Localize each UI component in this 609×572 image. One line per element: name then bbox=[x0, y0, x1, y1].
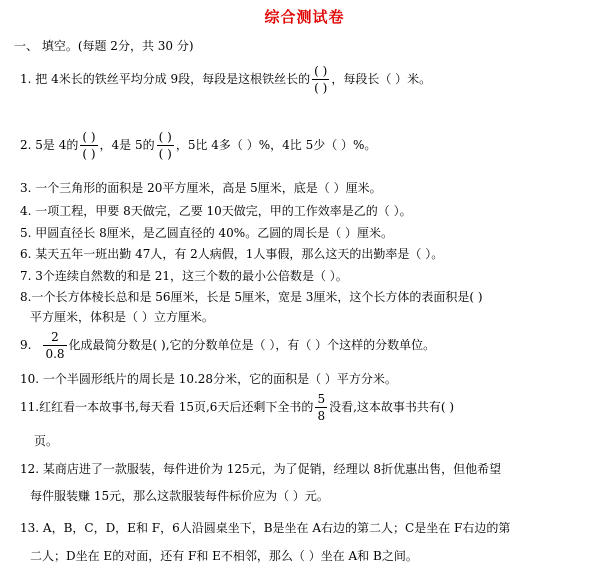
question-5: 5. 甲圆直径长 8厘米，是乙圆直径的 40%。乙圆的周长是（ ）厘米。 bbox=[20, 226, 394, 240]
question-6: 6. 某天五年一班出勤 47人，有 2人病假，1人事假，那么这天的出勤率是（ ）。 bbox=[20, 247, 444, 261]
question-13-line-1: 13. A，B，C，D，E和 F，6人沿圆桌坐下，B是坐在 A右边的第二人；C是坐在 F右边的第 bbox=[20, 521, 511, 535]
question-12-line-1: 12. 某商店进了一款服装，每件进价为 125元，为了促销，经理以 8折优惠出售，但他希望 bbox=[20, 462, 502, 476]
page-title: 综合测试卷 bbox=[264, 8, 345, 26]
q1-text-b: ，每段长（ ）米。 bbox=[331, 72, 432, 86]
question-4: 4. 一项工程，甲要 8天做完，乙要 10天做完，甲的工作效率是乙的（ ）。 bbox=[20, 204, 412, 218]
question-12-line-2: 每件服装赚 15元，那么这款服装每件标价应为（ ）元。 bbox=[30, 489, 329, 503]
fraction: $\frac{( )}{( )}$ bbox=[82, 130, 96, 161]
question-8-line-1: 8.一个长方体棱长总和是 56厘米，长是 5厘米，宽是 3厘米，这个长方体的表面积是( ) bbox=[20, 290, 483, 304]
question-13-line-2: 二人；D坐在 E的对面，还有 F和 E不相邻，那么（ ）坐在 A和 B之间。 bbox=[30, 549, 418, 563]
question-7: 7. 3个连续自然数的和是 21，这三个数的最小公倍数是（ ）。 bbox=[20, 269, 348, 283]
fraction: $\frac{2}{0.8}$ bbox=[45, 330, 65, 361]
section-heading: 一、 填空。(每题 2分，共 30 分) bbox=[14, 39, 194, 53]
question-2: 2. 5是 4的 $\frac{( )}{( )}$ ，4是 5的 $\frac{( )}{( )}$ ，5比 4多（ ）%，4比 5少（ ）%。 bbox=[20, 130, 377, 161]
fraction: $\frac{5}{8}$ bbox=[317, 392, 326, 423]
fraction: $\frac{( )}{( )}$ bbox=[314, 64, 328, 95]
question-3: 3. 一个三角形的面积是 20平方厘米，高是 5厘米，底是（ ）厘米。 bbox=[20, 181, 382, 195]
q1-text-a: 1. 把 4米长的铁丝平均分成 9段，每段是这根铁丝长的 bbox=[20, 72, 311, 86]
question-10: 10. 一个半圆形纸片的周长是 10.28分米，它的面积是（ ）平方分米。 bbox=[20, 372, 397, 386]
question-1 bbox=[20, 64, 431, 95]
fraction: $\frac{( )}{( )}$ bbox=[158, 130, 172, 161]
question-8-line-2: 平方厘米，体积是（ ）立方厘米。 bbox=[30, 310, 214, 324]
question-11: 11.红红看一本故事书,每天看 15页,6天后还剩下全书的 $\frac{5}{8}$ 没看,这本故事书共有( ) bbox=[20, 392, 455, 423]
question-9: 9. $\frac{2}{0.8}$ 化成最简分数是( ),它的分数单位是（ ），有（ ）个这样的分数单位。 bbox=[20, 330, 436, 361]
question-11-line-2: 页。 bbox=[34, 434, 59, 448]
